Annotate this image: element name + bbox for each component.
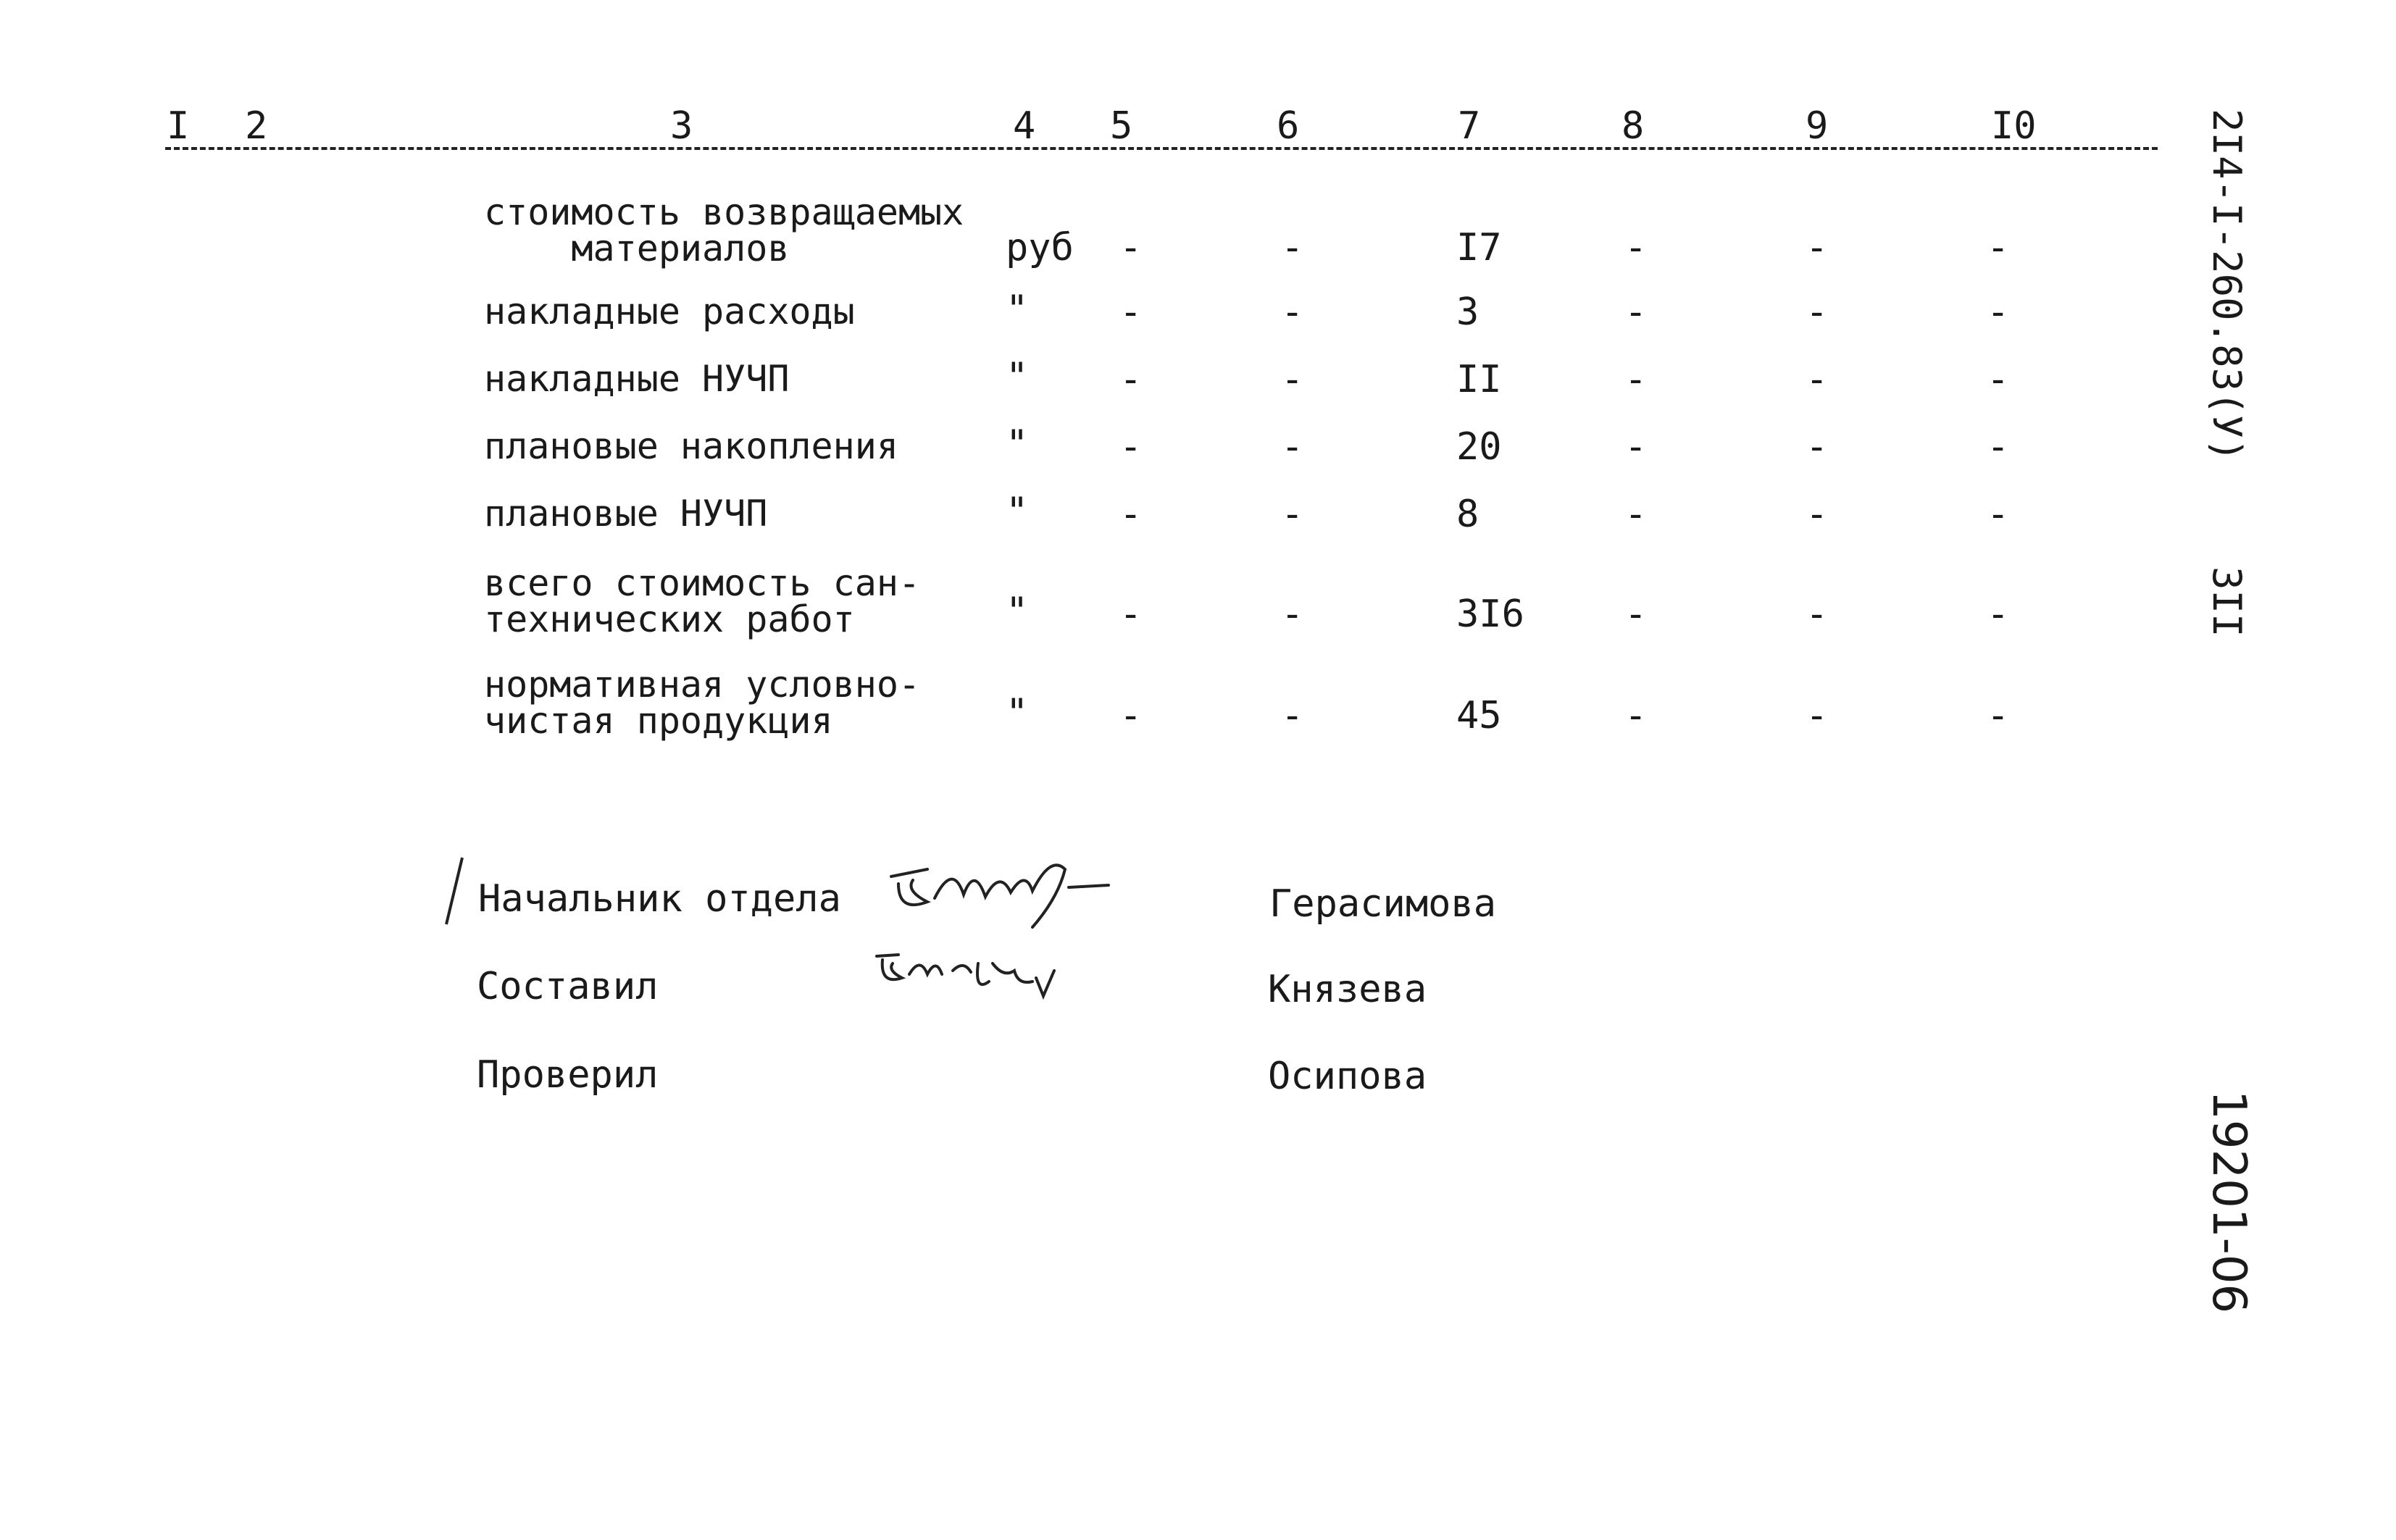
signature-role-head: Начальник отдела — [478, 877, 841, 921]
row-unit: " — [1006, 288, 1029, 331]
row-value-col10: - — [1987, 493, 2010, 536]
row-value-col10: - — [1987, 290, 2010, 334]
row-value-col9: - — [1806, 425, 1829, 469]
row-value-col8: - — [1624, 593, 1648, 636]
signature-name-head: Герасимова — [1269, 882, 1497, 926]
col-header-4: 4 — [1013, 104, 1036, 148]
row-value-col7: 8 — [1456, 493, 1479, 536]
page-number: 3II — [2204, 566, 2250, 637]
row-value-col8: - — [1624, 694, 1648, 737]
row-value-col9: - — [1806, 493, 1829, 536]
signature-role-compiled: Составил — [477, 965, 659, 1008]
row-name: плановые накопления — [484, 425, 898, 467]
col-header-7: 7 — [1458, 104, 1481, 148]
row-value-col6: - — [1281, 694, 1304, 737]
row-value-col6: - — [1281, 593, 1304, 636]
row-value-col9: - — [1806, 358, 1829, 401]
row-value-col9: - — [1806, 290, 1829, 334]
row-value-col10: - — [1987, 694, 2010, 737]
row-value-col8: - — [1624, 290, 1648, 334]
row-value-col8: - — [1624, 425, 1648, 469]
signature-name-compiled: Князева — [1268, 968, 1427, 1011]
handwritten-signature-head — [884, 848, 1188, 934]
archive-number: 19201-06 — [2202, 1090, 2255, 1314]
col-header-2: 2 — [245, 104, 268, 148]
row-value-col9: - — [1806, 593, 1829, 636]
row-value-col6: - — [1281, 493, 1304, 536]
handwritten-tick — [443, 855, 465, 927]
row-unit: " — [1006, 590, 1029, 633]
row-value-col5: - — [1119, 593, 1143, 636]
row-value-col9: - — [1806, 694, 1829, 737]
row-value-col8: - — [1624, 493, 1648, 536]
col-header-9: 9 — [1806, 104, 1829, 148]
row-value-col7: 3I6 — [1456, 593, 1524, 636]
row-value-col10: - — [1987, 226, 2010, 269]
row-name: накладные НУЧП — [484, 358, 790, 400]
row-unit: руб — [1006, 226, 1074, 269]
signature-role-checked: Проверил — [477, 1053, 659, 1097]
row-value-col5: - — [1119, 493, 1143, 536]
row-value-col6: - — [1281, 358, 1304, 401]
row-name: накладные расходы — [484, 290, 855, 332]
row-value-col5: - — [1119, 694, 1143, 737]
handwritten-signature-compiled — [869, 942, 1087, 1014]
row-value-col5: - — [1119, 226, 1143, 269]
row-value-col9: - — [1806, 226, 1829, 269]
row-value-col8: - — [1624, 358, 1648, 401]
col-header-5: 5 — [1110, 104, 1133, 148]
col-header-3: 3 — [670, 104, 693, 148]
row-value-col7: 20 — [1456, 425, 1502, 469]
row-name: всего стоимость сан- технических работ — [484, 562, 921, 640]
row-unit: " — [1006, 691, 1029, 735]
col-header-1: I — [167, 104, 190, 148]
document-code: 2I4-I-260.83(У) — [2204, 109, 2250, 462]
row-value-col7: 45 — [1456, 694, 1502, 737]
row-name: стоимость возвращаемых материалов — [484, 191, 964, 269]
row-value-col10: - — [1987, 425, 2010, 469]
col-header-10: I0 — [1991, 104, 2037, 148]
row-name: плановые НУЧП — [484, 493, 768, 535]
row-value-col10: - — [1987, 593, 2010, 636]
row-value-col5: - — [1119, 358, 1143, 401]
row-value-col6: - — [1281, 290, 1304, 334]
header-rule — [165, 147, 2158, 150]
row-value-col6: - — [1281, 425, 1304, 469]
row-value-col7: 3 — [1456, 290, 1479, 334]
row-value-col5: - — [1119, 290, 1143, 334]
row-unit: " — [1006, 355, 1029, 398]
signature-name-checked: Осипова — [1268, 1055, 1427, 1098]
col-header-6: 6 — [1277, 104, 1300, 148]
row-unit: " — [1006, 490, 1029, 533]
row-name: нормативная условно- чистая продукция — [484, 664, 921, 742]
row-value-col6: - — [1281, 226, 1304, 269]
row-unit: " — [1006, 422, 1029, 466]
row-value-col7: II — [1456, 358, 1502, 401]
col-header-8: 8 — [1621, 104, 1645, 148]
row-value-col10: - — [1987, 358, 2010, 401]
row-value-col7: I7 — [1456, 226, 1502, 269]
row-value-col8: - — [1624, 226, 1648, 269]
row-value-col5: - — [1119, 425, 1143, 469]
